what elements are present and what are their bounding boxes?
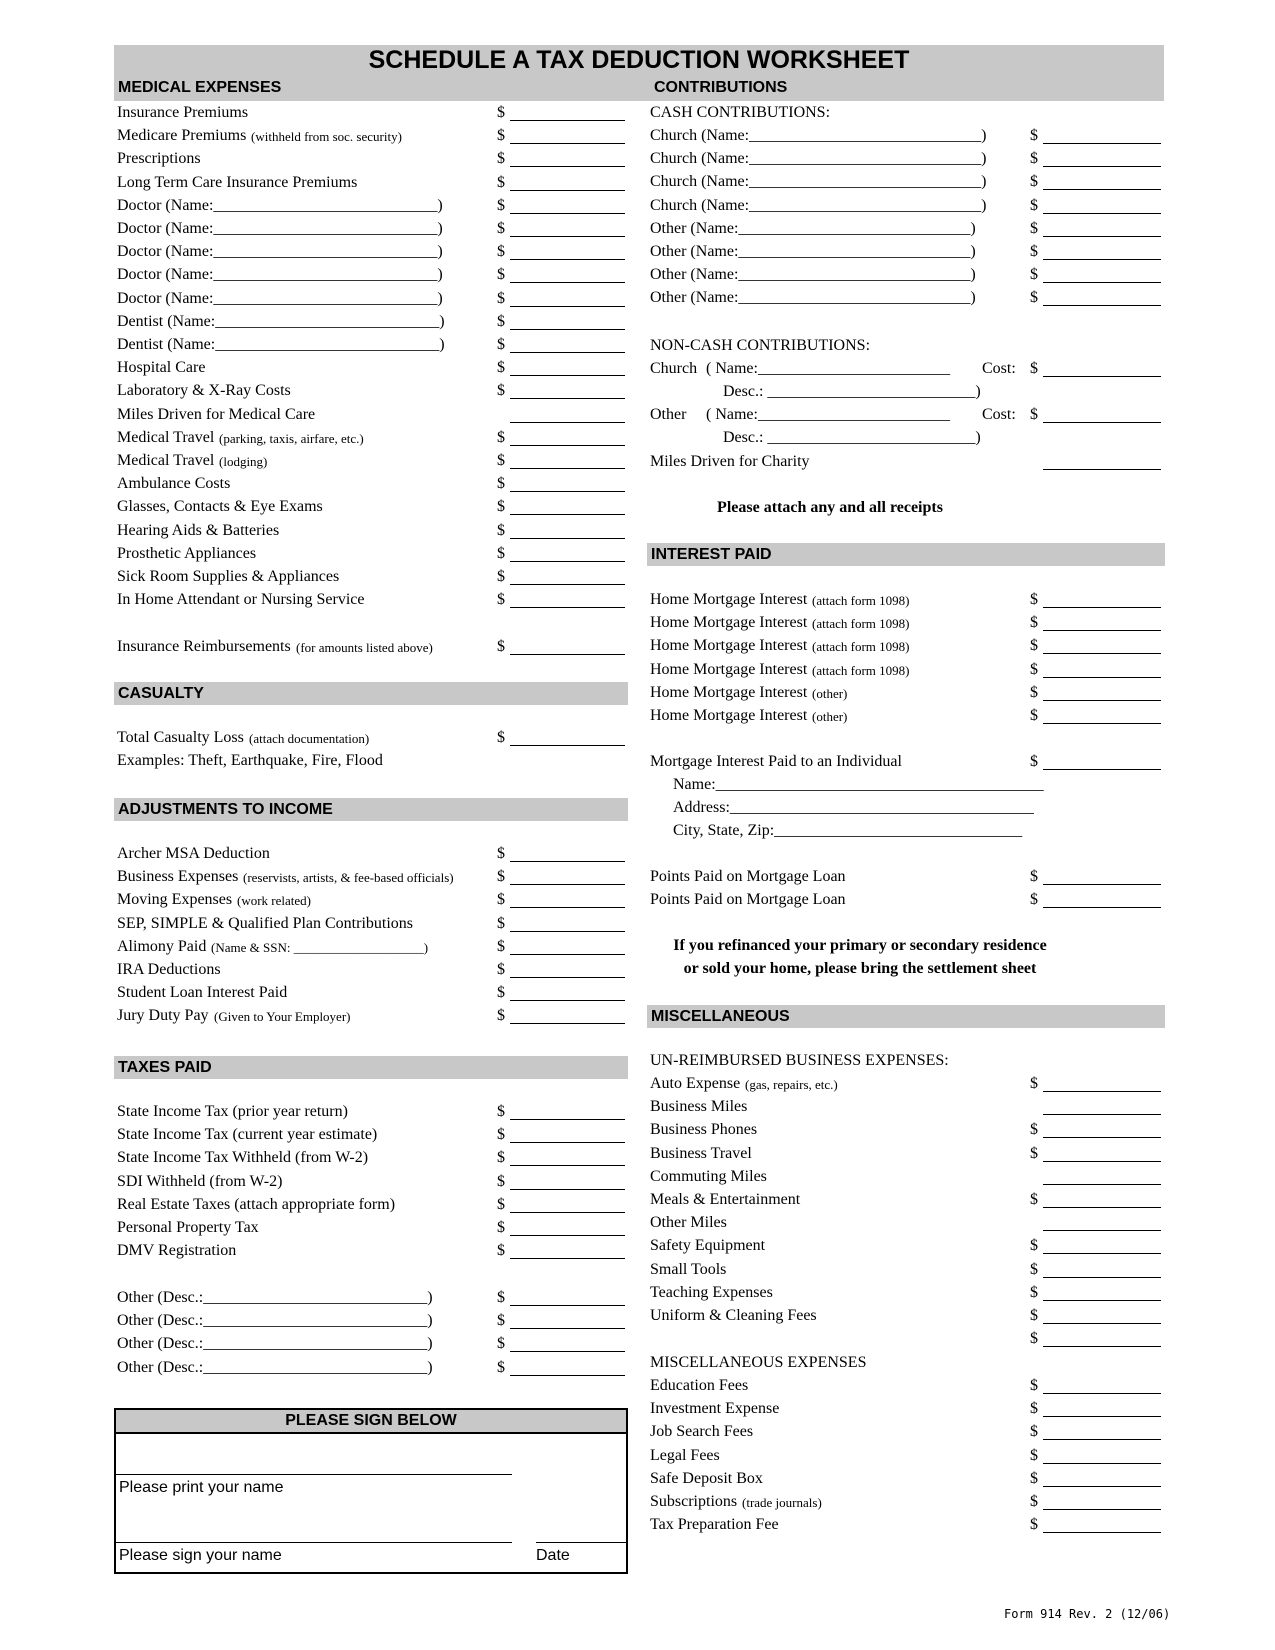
taxes-header: TAXES PAID	[114, 1056, 628, 1079]
noncash-cost-amount-field[interactable]	[1043, 422, 1161, 423]
medical-row-label: Medical Travel	[117, 452, 215, 469]
unreimbursed-row-label: Auto Expense	[650, 1075, 741, 1092]
misc-expense-row-label: Subscriptions	[650, 1493, 738, 1510]
medical-row-dollar-sign: $	[497, 104, 505, 121]
mortgage-interest-row-label: Home Mortgage Interest	[650, 707, 808, 724]
mortgage-interest-row-amount-field[interactable]	[1043, 677, 1161, 678]
unreimbursed-row-label: Business Travel	[650, 1145, 752, 1162]
misc-expense-row-label: Job Search Fees	[650, 1423, 754, 1440]
unreimbursed-row-label: Meals & Entertainment	[650, 1191, 801, 1208]
points-paid-row-amount-field[interactable]	[1043, 907, 1161, 908]
adjustment-row-label: Archer MSA Deduction	[117, 845, 270, 862]
cash-contribution-row-label: Church (Name:_____________________________)	[650, 150, 987, 167]
tax-row-label: Real Estate Taxes (attach appropriate form)	[117, 1196, 396, 1213]
medical-row-amount-field[interactable]	[510, 352, 625, 353]
medical-row-note: (withheld from soc. security)	[251, 129, 402, 144]
adjustment-row-amount-field[interactable]	[510, 884, 625, 885]
noncash-contributions-header-label: NON-CASH CONTRIBUTIONS:	[650, 337, 871, 354]
cash-contribution-row-label: Church (Name:_____________________________)	[650, 173, 987, 190]
mortgage-interest-row-amount-field[interactable]	[1043, 607, 1161, 608]
unreimbursed-row-amount-field[interactable]	[1043, 1346, 1161, 1347]
insurance-reimbursement-row-note: (for amounts listed above)	[296, 640, 433, 655]
mortgage-interest-row-dollar-sign: $	[1030, 684, 1038, 701]
medical-row-dollar-sign: $	[497, 498, 505, 515]
adjustment-row-dollar-sign: $	[497, 868, 505, 885]
unreimbursed-row-amount-field[interactable]	[1043, 1277, 1161, 1278]
cash-contribution-row-label: Other (Name:_____________________________)	[650, 266, 976, 283]
unreimbursed-row-label: Commuting Miles	[650, 1168, 767, 1185]
tax-row-dollar-sign: $	[497, 1196, 505, 1213]
unreimbursed-row-amount-field[interactable]	[1043, 1184, 1161, 1185]
medical-row-dollar-sign: $	[497, 591, 505, 608]
adjustment-row-note: (Given to Your Employer)	[214, 1009, 351, 1024]
medical-row-label: Glasses, Contacts & Eye Exams	[117, 498, 323, 515]
mortgage-interest-row-label: Home Mortgage Interest	[650, 684, 808, 701]
unreimbursed-row-label: Business Miles	[650, 1098, 748, 1115]
unreimbursed-row-label: Uniform & Cleaning Fees	[650, 1307, 817, 1324]
adjustment-row-label: Business Expenses	[117, 868, 239, 885]
adjustment-row-amount-field[interactable]	[510, 954, 625, 955]
medical-row-label: Dentist (Name:____________________________)	[117, 336, 445, 353]
page-title: SCHEDULE A TAX DEDUCTION WORKSHEET	[368, 46, 910, 74]
tax-row-dollar-sign: $	[497, 1126, 505, 1143]
medical-row-label: Doctor (Name:____________________________)	[117, 290, 443, 307]
tax-row-dollar-sign: $	[497, 1149, 505, 1166]
misc-expense-row-amount-field[interactable]	[1043, 1486, 1161, 1487]
medical-row-dollar-sign: $	[497, 197, 505, 214]
misc-expense-row-note: (trade journals)	[742, 1495, 822, 1510]
tax-other-row-dollar-sign: $	[497, 1289, 505, 1306]
tax-other-row-dollar-sign: $	[497, 1335, 505, 1352]
medical-row-amount-field[interactable]	[510, 143, 625, 144]
medical-row-label: Sick Room Supplies & Appliances	[117, 568, 340, 585]
mortgage-interest-row-label: Home Mortgage Interest	[650, 637, 808, 654]
cash-contribution-row-label: Other (Name:_____________________________)	[650, 220, 976, 237]
adjustment-row-label: Student Loan Interest Paid	[117, 984, 288, 1001]
medical-row-dollar-sign: $	[497, 220, 505, 237]
unreimbursed-row-dollar-sign: $	[1030, 1145, 1038, 1162]
misc-expense-row-dollar-sign: $	[1030, 1400, 1038, 1417]
mortgage-interest-row-amount-field[interactable]	[1043, 653, 1161, 654]
cash-contribution-row-dollar-sign: $	[1030, 197, 1038, 214]
unreimbursed-row-amount-field[interactable]	[1043, 1161, 1161, 1162]
mortgage-interest-row-dollar-sign: $	[1030, 591, 1038, 608]
cash-contributions-header-label: CASH CONTRIBUTIONS:	[650, 104, 831, 121]
adjustment-row-amount-field[interactable]	[510, 907, 625, 908]
unreimbursed-row-amount-field[interactable]	[1043, 1114, 1161, 1115]
noncash-name-field[interactable]: ( Name:________________________	[706, 360, 950, 377]
tax-row-label: State Income Tax Withheld (from W-2)	[117, 1149, 369, 1166]
adjustment-row-note: (work related)	[237, 893, 311, 908]
adjustment-row-label: IRA Deductions	[117, 961, 221, 978]
casualty-total-row-amount-field[interactable]	[510, 745, 625, 746]
adjustment-row-amount-field[interactable]	[510, 977, 625, 978]
medical-row-amount-field[interactable]	[510, 236, 625, 237]
unreimbursed-row-label: Small Tools	[650, 1261, 727, 1278]
adjustment-row-note: (Name & SSN: ____________________)	[211, 940, 429, 955]
misc-expense-row-label: Education Fees	[650, 1377, 749, 1394]
unreimbursed-header-label: UN-REIMBURSED BUSINESS EXPENSES:	[650, 1052, 949, 1069]
individual-interest-row-label: Mortgage Interest Paid to an Individual	[650, 753, 902, 770]
unreimbursed-row-dollar-sign: $	[1030, 1191, 1038, 1208]
adjustment-row-amount-field[interactable]	[510, 1023, 625, 1024]
casualty-total-row-dollar-sign: $	[497, 729, 505, 746]
misc-expense-row-amount-field[interactable]	[1043, 1393, 1161, 1394]
miscellaneous-header: MISCELLANEOUS	[647, 1005, 1165, 1028]
noncash-name-field[interactable]: ( Name:________________________	[706, 406, 950, 423]
misc-expense-row-amount-field[interactable]	[1043, 1416, 1161, 1417]
adjustment-row-dollar-sign: $	[497, 938, 505, 955]
misc-expense-row-label: Investment Expense	[650, 1400, 780, 1417]
medical-row-note: (lodging)	[219, 454, 268, 469]
adjustment-row-label: Moving Expenses	[117, 891, 233, 908]
cash-contribution-row-label: Other (Name:_____________________________)	[650, 243, 976, 260]
misc-expense-row-dollar-sign: $	[1030, 1516, 1038, 1533]
medical-row-amount-field[interactable]	[510, 375, 625, 376]
medical-row-amount-field[interactable]	[510, 166, 625, 167]
medical-row-amount-field[interactable]	[510, 259, 625, 260]
tax-row-label: SDI Withheld (from W-2)	[117, 1173, 283, 1190]
medical-row-label: Hearing Aids & Batteries	[117, 522, 280, 539]
tax-other-row-label: Other (Desc.:____________________________)	[117, 1335, 433, 1352]
cash-contribution-row-dollar-sign: $	[1030, 127, 1038, 144]
medical-row-dollar-sign: $	[497, 452, 505, 469]
medical-row-dollar-sign: $	[497, 359, 505, 376]
noncash-desc-field[interactable]: Desc.: __________________________)	[723, 383, 981, 400]
cash-contribution-row-dollar-sign: $	[1030, 243, 1038, 260]
unreimbursed-row-dollar-sign: $	[1030, 1330, 1038, 1347]
individual-address-field-label: Address:______________________________________	[673, 799, 1034, 816]
sign-name-line[interactable]	[116, 1542, 512, 1543]
medical-row-dollar-sign: $	[497, 545, 505, 562]
noncash-cost-amount-field[interactable]	[1043, 376, 1161, 377]
adjustment-row-label: Alimony Paid	[117, 938, 207, 955]
individual-interest-row-dollar-sign: $	[1030, 753, 1038, 770]
sign-header: PLEASE SIGN BELOW	[116, 1410, 626, 1434]
mortgage-interest-row-note: (other)	[812, 709, 848, 724]
unreimbursed-row-amount-field[interactable]	[1043, 1137, 1161, 1138]
tax-row-dollar-sign: $	[497, 1219, 505, 1236]
misc-expenses-header-label: MISCELLANEOUS EXPENSES	[650, 1354, 867, 1371]
mortgage-interest-row-note: (attach form 1098)	[812, 593, 910, 608]
unreimbursed-row-amount-field[interactable]	[1043, 1253, 1161, 1254]
insurance-reimbursement-row-dollar-sign: $	[497, 638, 505, 655]
form-number: Form 914 Rev. 2 (12/06)	[1004, 1607, 1171, 1621]
cash-contribution-row-label: Church (Name:_____________________________)	[650, 197, 987, 214]
noncash-cost-label: Cost:	[982, 360, 1016, 377]
cash-contribution-row-amount-field[interactable]	[1043, 189, 1161, 190]
print-name-line[interactable]	[116, 1474, 512, 1475]
contributions-header: CONTRIBUTIONS	[654, 79, 788, 96]
unreimbursed-row-note: (gas, repairs, etc.)	[745, 1077, 838, 1092]
medical-row-label: Medical Travel	[117, 429, 215, 446]
mortgage-interest-row-amount-field[interactable]	[1043, 700, 1161, 701]
medical-row-dollar-sign: $	[497, 150, 505, 167]
cash-contribution-row-label: Church (Name:_____________________________)	[650, 127, 987, 144]
adjustment-row-dollar-sign: $	[497, 984, 505, 1001]
misc-expense-row-amount-field[interactable]	[1043, 1509, 1161, 1510]
tax-row-amount-field[interactable]	[510, 1258, 625, 1259]
medical-row-label: Laboratory & X-Ray Costs	[117, 382, 291, 399]
tax-row-amount-field[interactable]	[510, 1165, 625, 1166]
tax-other-row-amount-field[interactable]	[510, 1351, 625, 1352]
unreimbursed-row-amount-field[interactable]	[1043, 1207, 1161, 1208]
individual-name-field-label: Name:_________________________________________	[673, 776, 1044, 793]
adjustment-row-dollar-sign: $	[497, 915, 505, 932]
medical-row-label: Prosthetic Appliances	[117, 545, 257, 562]
cash-contribution-row-amount-field[interactable]	[1043, 143, 1161, 144]
tax-row-amount-field[interactable]	[510, 1235, 625, 1236]
refinance-note-line-2: or sold your home, please bring the settlement sheet	[683, 960, 1037, 977]
tax-other-row-amount-field[interactable]	[510, 1375, 625, 1376]
medical-row-label: Doctor (Name:____________________________)	[117, 243, 443, 260]
noncash-type: Church	[650, 360, 698, 377]
medical-row-amount-field[interactable]	[510, 491, 625, 492]
signature-box	[114, 1408, 628, 1574]
points-paid-row-dollar-sign: $	[1030, 868, 1038, 885]
medical-row-amount-field[interactable]	[510, 213, 625, 214]
medical-row-amount-field[interactable]	[510, 329, 625, 330]
cash-contribution-row-amount-field[interactable]	[1043, 213, 1161, 214]
tax-row-dollar-sign: $	[497, 1242, 505, 1259]
tax-row-dollar-sign: $	[497, 1173, 505, 1190]
tax-other-row-dollar-sign: $	[497, 1359, 505, 1376]
adjustment-row-note: (reservists, artists, & fee-based officials)	[243, 870, 454, 885]
misc-expense-row-dollar-sign: $	[1030, 1377, 1038, 1394]
noncash-cost-label: Cost:	[982, 406, 1016, 423]
unreimbursed-row-amount-field[interactable]	[1043, 1230, 1161, 1231]
mortgage-interest-row-label: Home Mortgage Interest	[650, 591, 808, 608]
print-name-label: Please print your name	[119, 1479, 284, 1496]
unreimbursed-row-dollar-sign: $	[1030, 1237, 1038, 1254]
medical-row-amount-field[interactable]	[510, 584, 625, 585]
casualty-examples-label: Examples: Theft, Earthquake, Fire, Flood	[117, 752, 383, 769]
medical-row-label: Ambulance Costs	[117, 475, 231, 492]
medical-row-dollar-sign: $	[497, 475, 505, 492]
medical-row-amount-field[interactable]	[510, 468, 625, 469]
interest-header: INTEREST PAID	[647, 543, 1165, 566]
medical-row-amount-field[interactable]	[510, 561, 625, 562]
noncash-cost-dollar-sign: $	[1030, 360, 1038, 377]
casualty-header: CASUALTY	[114, 682, 628, 705]
medical-row-dollar-sign: $	[497, 522, 505, 539]
medical-row-amount-field[interactable]	[510, 514, 625, 515]
casualty-total-row-label: Total Casualty Loss	[117, 729, 244, 746]
medical-row-dollar-sign: $	[497, 429, 505, 446]
medical-row-amount-field[interactable]	[510, 445, 625, 446]
mortgage-interest-row-dollar-sign: $	[1030, 707, 1038, 724]
unreimbursed-row-label: Teaching Expenses	[650, 1284, 773, 1301]
noncash-cost-dollar-sign: $	[1030, 406, 1038, 423]
individual-interest-row-amount-field[interactable]	[1043, 769, 1161, 770]
medical-row-label: In Home Attendant or Nursing Service	[117, 591, 365, 608]
medical-row-label: Hospital Care	[117, 359, 206, 376]
cash-contribution-row-dollar-sign: $	[1030, 289, 1038, 306]
misc-expense-row-dollar-sign: $	[1030, 1493, 1038, 1510]
medical-row-dollar-sign: $	[497, 174, 505, 191]
points-paid-row-label: Points Paid on Mortgage Loan	[650, 891, 846, 908]
cash-contribution-row-dollar-sign: $	[1030, 150, 1038, 167]
medical-row-label: Doctor (Name:____________________________)	[117, 220, 443, 237]
insurance-reimbursement-row-amount-field[interactable]	[510, 654, 625, 655]
tax-other-row-label: Other (Desc.:____________________________)	[117, 1312, 433, 1329]
misc-expense-row-dollar-sign: $	[1030, 1447, 1038, 1464]
date-line[interactable]	[536, 1542, 626, 1543]
medical-row-label: Dentist (Name:____________________________)	[117, 313, 445, 330]
unreimbursed-row-amount-field[interactable]	[1043, 1323, 1161, 1324]
date-label: Date	[536, 1547, 570, 1564]
unreimbursed-row-amount-field[interactable]	[1043, 1300, 1161, 1301]
noncash-type: Other	[650, 406, 687, 423]
misc-expense-row-label: Tax Preparation Fee	[650, 1516, 779, 1533]
points-paid-row-label: Points Paid on Mortgage Loan	[650, 868, 846, 885]
cash-contribution-row-amount-field[interactable]	[1043, 236, 1161, 237]
misc-expense-row-label: Legal Fees	[650, 1447, 720, 1464]
tax-row-dollar-sign: $	[497, 1103, 505, 1120]
cash-contribution-row-label: Other (Name:_____________________________)	[650, 289, 976, 306]
medical-row-label: Long Term Care Insurance Premiums	[117, 174, 358, 191]
miles-charity-row-amount-field[interactable]	[1043, 469, 1161, 470]
misc-expense-row-dollar-sign: $	[1030, 1423, 1038, 1440]
mortgage-interest-row-note: (attach form 1098)	[812, 639, 910, 654]
medical-row-amount-field[interactable]	[510, 306, 625, 307]
tax-row-label: DMV Registration	[117, 1242, 237, 1259]
medical-row-amount-field[interactable]	[510, 282, 625, 283]
refinance-note-line-1: If you refinanced your primary or secondary residence	[673, 937, 1047, 954]
cash-contribution-row-amount-field[interactable]	[1043, 259, 1161, 260]
miles-charity-row-label: Miles Driven for Charity	[650, 453, 810, 470]
mortgage-interest-row-note: (other)	[812, 686, 848, 701]
medical-row-dollar-sign: $	[497, 266, 505, 283]
medical-row-amount-field[interactable]	[510, 538, 625, 539]
medical-row-dollar-sign: $	[497, 313, 505, 330]
cash-contribution-row-dollar-sign: $	[1030, 173, 1038, 190]
tax-other-row-amount-field[interactable]	[510, 1328, 625, 1329]
adjustment-row-amount-field[interactable]	[510, 861, 625, 862]
medical-row-label: Prescriptions	[117, 150, 201, 167]
tax-row-amount-field[interactable]	[510, 1189, 625, 1190]
medical-row-label: Miles Driven for Medical Care	[117, 406, 316, 423]
medical-row-amount-field[interactable]	[510, 422, 625, 423]
mortgage-interest-row-label: Home Mortgage Interest	[650, 661, 808, 678]
misc-expense-row-amount-field[interactable]	[1043, 1532, 1161, 1533]
adjustment-row-dollar-sign: $	[497, 891, 505, 908]
adjustment-row-dollar-sign: $	[497, 961, 505, 978]
unreimbursed-row-label: Safety Equipment	[650, 1237, 766, 1254]
tax-other-row-label: Other (Desc.:____________________________)	[117, 1289, 433, 1306]
medical-row-dollar-sign: $	[497, 382, 505, 399]
cash-contribution-row-dollar-sign: $	[1030, 220, 1038, 237]
adjustment-row-dollar-sign: $	[497, 845, 505, 862]
tax-other-row-dollar-sign: $	[497, 1312, 505, 1329]
adjustment-row-dollar-sign: $	[497, 1007, 505, 1024]
medical-row-note: (parking, taxis, airfare, etc.)	[219, 431, 364, 446]
unreimbursed-row-dollar-sign: $	[1030, 1075, 1038, 1092]
mortgage-interest-row-amount-field[interactable]	[1043, 723, 1161, 724]
adjustment-row-label: Jury Duty Pay	[117, 1007, 209, 1024]
unreimbursed-row-dollar-sign: $	[1030, 1284, 1038, 1301]
receipts-note: Please attach any and all receipts	[717, 499, 943, 516]
points-paid-row-amount-field[interactable]	[1043, 884, 1161, 885]
medical-row-amount-field[interactable]	[510, 120, 625, 121]
mortgage-interest-row-dollar-sign: $	[1030, 614, 1038, 631]
tax-row-label: Personal Property Tax	[117, 1219, 259, 1236]
individual-city-field-label: City, State, Zip:_______________________________	[673, 822, 1023, 839]
sign-name-label: Please sign your name	[119, 1547, 282, 1564]
tax-row-label: State Income Tax (current year estimate)	[117, 1126, 378, 1143]
tax-other-row-label: Other (Desc.:____________________________)	[117, 1359, 433, 1376]
medical-row-label: Doctor (Name:____________________________)	[117, 266, 443, 283]
mortgage-interest-row-label: Home Mortgage Interest	[650, 614, 808, 631]
medical-row-amount-field[interactable]	[510, 398, 625, 399]
tax-row-amount-field[interactable]	[510, 1142, 625, 1143]
medical-row-dollar-sign: $	[497, 290, 505, 307]
cash-contribution-row-amount-field[interactable]	[1043, 166, 1161, 167]
medical-row-label: Doctor (Name:____________________________)	[117, 197, 443, 214]
unreimbursed-row-label: Other Miles	[650, 1214, 727, 1231]
cash-contribution-row-dollar-sign: $	[1030, 266, 1038, 283]
mortgage-interest-row-dollar-sign: $	[1030, 661, 1038, 678]
adjustment-row-amount-field[interactable]	[510, 1000, 625, 1001]
medical-row-amount-field[interactable]	[510, 607, 625, 608]
medical-row-dollar-sign: $	[497, 243, 505, 260]
tax-row-amount-field[interactable]	[510, 1212, 625, 1213]
adjustment-row-label: SEP, SIMPLE & Qualified Plan Contributions	[117, 915, 414, 932]
adjustments-header: ADJUSTMENTS TO INCOME	[114, 798, 628, 821]
medical-row-dollar-sign: $	[497, 336, 505, 353]
medical-row-amount-field[interactable]	[510, 190, 625, 191]
casualty-total-row-note: (attach documentation)	[249, 731, 370, 746]
unreimbursed-row-dollar-sign: $	[1030, 1121, 1038, 1138]
misc-expense-row-amount-field[interactable]	[1043, 1439, 1161, 1440]
noncash-desc-field[interactable]: Desc.: __________________________)	[723, 429, 981, 446]
misc-expense-row-amount-field[interactable]	[1043, 1463, 1161, 1464]
adjustment-row-amount-field[interactable]	[510, 931, 625, 932]
mortgage-interest-row-amount-field[interactable]	[1043, 630, 1161, 631]
tax-row-amount-field[interactable]	[510, 1119, 625, 1120]
tax-row-label: State Income Tax (prior year return)	[117, 1103, 348, 1120]
cash-contribution-row-amount-field[interactable]	[1043, 305, 1161, 306]
unreimbursed-row-amount-field[interactable]	[1043, 1091, 1161, 1092]
insurance-reimbursement-row-label: Insurance Reimbursements	[117, 638, 291, 655]
medical-row-label: Insurance Premiums	[117, 104, 249, 121]
mortgage-interest-row-note: (attach form 1098)	[812, 616, 910, 631]
mortgage-interest-row-note: (attach form 1098)	[812, 663, 910, 678]
unreimbursed-row-label: Business Phones	[650, 1121, 758, 1138]
medical-row-dollar-sign: $	[497, 568, 505, 585]
mortgage-interest-row-dollar-sign: $	[1030, 637, 1038, 654]
tax-other-row-amount-field[interactable]	[510, 1305, 625, 1306]
medical-row-label: Medicare Premiums	[117, 127, 247, 144]
medical-row-dollar-sign: $	[497, 127, 505, 144]
cash-contribution-row-amount-field[interactable]	[1043, 282, 1161, 283]
points-paid-row-dollar-sign: $	[1030, 891, 1038, 908]
misc-expense-row-label: Safe Deposit Box	[650, 1470, 763, 1487]
unreimbursed-row-dollar-sign: $	[1030, 1261, 1038, 1278]
misc-expense-row-dollar-sign: $	[1030, 1470, 1038, 1487]
medical-header: MEDICAL EXPENSES	[118, 79, 282, 96]
unreimbursed-row-dollar-sign: $	[1030, 1307, 1038, 1324]
